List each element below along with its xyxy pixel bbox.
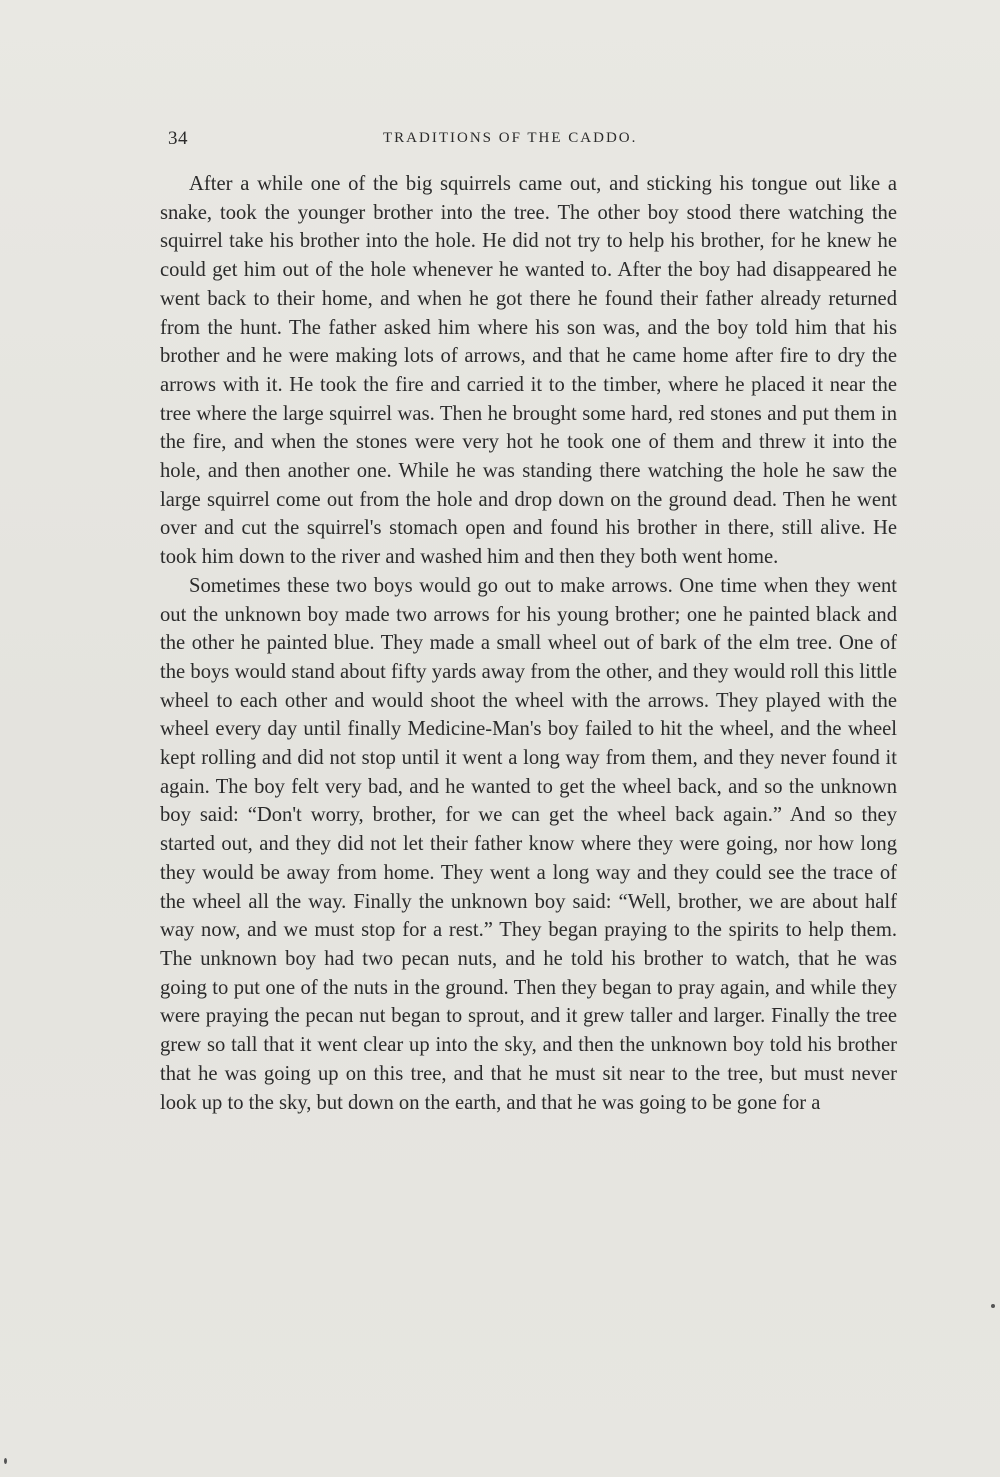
paragraph: Sometimes these two boys would go out to make arrows. One time when they went out the unknown boy made two arrows for his young brother; one he painted black and the other he painted blue. They made a small wheel out of bark of the elm tree. One of the boys would stand about fifty yards away from the other, and they would roll this little wheel to each other and would shoot the wheel with the arrows. They played with the wheel every day until finally Medicine-Man's boy failed to hit the wheel, and the wheel kept rolling and did not stop until it went a long way from them, and they never found it again. The boy felt very bad, and he wanted to get the wheel back, and so the unknown boy said: “Don't worry, brother, for we can get the wheel back again.” And so they started out, and they did not let their father know where they were going, nor how long they would be away from home. They went a long way and they could see the trace of the wheel all the way. Finally the unknown boy said: “Well, brother, we are about half way now, and we must stop for a rest.” They began praying to the spirits to help them. The unknown boy had two pecan nuts, and he told his brother to watch, that he was going to put one of the nuts in the ground. Then they began to pray again, and while they were praying the pecan nut began to sprout, and it grew taller and larger. Finally the tree grew so tall that it went clear up into the sky, and then the unknown boy told his brother that he was going up on this tree, and that he must sit near to the tree, but must never look up to the sky, but down on the earth, and that he was going to be gone for a	[160, 574, 897, 1114]
paragraph: After a while one of the big squirrels came out, and sticking his tongue out like a snake, took the younger brother into the tree. The other boy stood there watching the squirrel take his brother into the hole. He did not try to help his brother, for he knew he could get him out of the hole whenever he wanted to. After the boy had disappeared he went back to their home, and when he got there he found their father already returned from the hunt. The father asked him where his son was, and the boy told him that his brother and he were making lots of arrows, and that he came home after fire to dry the arrows with it. He took the fire and carried it to the timber, where he placed it near the tree where the large squirrel was. Then he brought some hard, red stones and put them in the fire, and when the stones were very hot he took one of them and threw it into the hole, and then another one. While he was standing there watching the hole he saw the large squirrel come out from the hole and drop down on the ground dead. Then he went over and cut the squirrel's stomach open and found his brother in there, still alive. He took him down to the river and washed him and then they both went home.	[160, 173, 897, 569]
page-number: 34	[168, 128, 188, 149]
paper-speck	[991, 1304, 995, 1308]
paper-speck	[4, 1458, 7, 1464]
running-head	[168, 128, 896, 158]
running-title: TRADITIONS OF THE CADDO.	[383, 130, 638, 146]
body-text	[160, 170, 897, 1117]
